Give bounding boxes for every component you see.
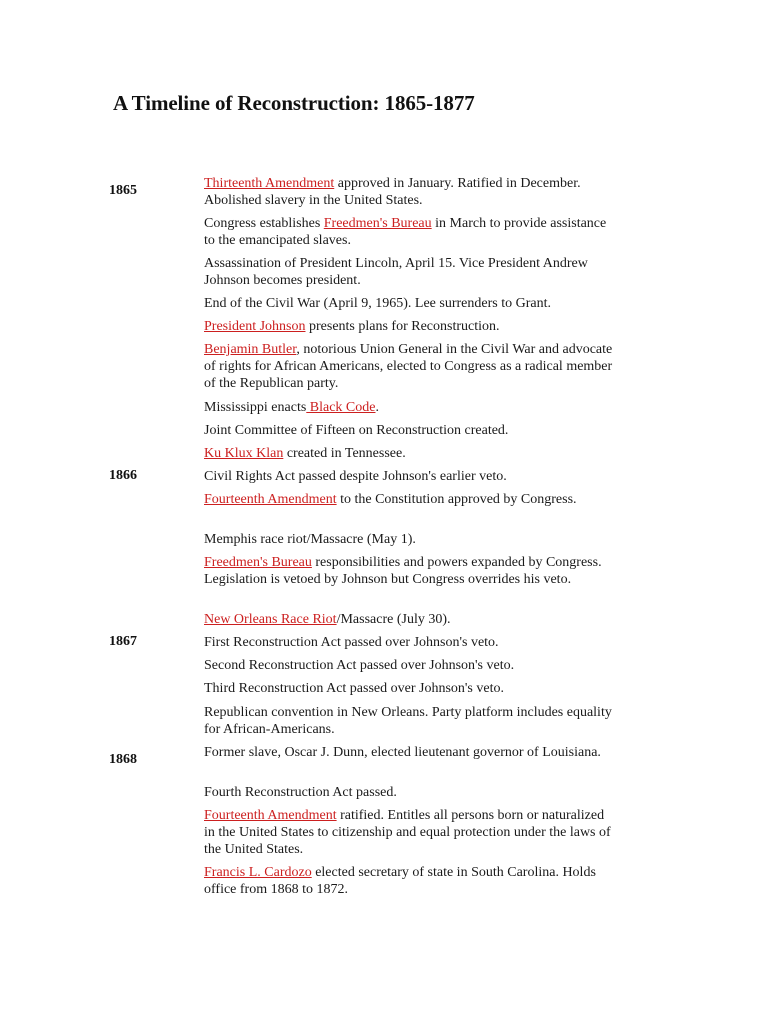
link-freedmen-s-bureau[interactable]: Freedmen's Bureau <box>204 555 312 570</box>
timeline-entry <box>204 341 614 392</box>
timeline-entry <box>204 255 614 289</box>
timeline-entry <box>204 554 614 588</box>
entry-text: Republican convention in New Orleans. Party platform includes equality for African-Americans. <box>204 705 612 737</box>
timeline-entry <box>204 175 614 209</box>
page-title: A Timeline of Reconstruction: 1865-1877 <box>113 91 475 115</box>
entry-text: Memphis race riot/Massacre (May 1). <box>204 532 416 547</box>
entry-text: First Reconstruction Act passed over Johnson's veto. <box>204 635 499 650</box>
timeline-entry <box>204 399 614 416</box>
timeline-entry <box>204 744 614 761</box>
link-freedmen-s-bureau[interactable]: Freedmen's Bureau <box>323 216 432 231</box>
timeline-entry <box>204 215 614 249</box>
timeline-entry <box>204 445 614 462</box>
entry-text: Congress establishes <box>204 216 324 231</box>
entry-text: Fourth Reconstruction Act passed. <box>204 785 397 800</box>
year-label-1866: 1866 <box>109 468 137 483</box>
timeline-entry <box>204 295 614 312</box>
entry-text: presents plans for Reconstruction. <box>305 319 500 334</box>
year-label-1868: 1868 <box>109 752 137 767</box>
timeline-entry <box>204 318 614 335</box>
entry-text: Joint Committee of Fifteen on Reconstruction created. <box>204 423 509 438</box>
link-black-code[interactable]: Black Code <box>306 400 376 415</box>
entry-text: Former slave, Oscar J. Dunn, elected lieutenant governor of Louisiana. <box>204 745 601 760</box>
link-fourteenth-amendment[interactable]: Fourteenth Amendment <box>204 492 337 507</box>
timeline-entry <box>204 657 614 674</box>
link-ku-klux-klan[interactable]: Ku Klux Klan <box>204 446 284 461</box>
entry-text: Third Reconstruction Act passed over Johnson's veto. <box>204 681 504 696</box>
year-label-1867: 1867 <box>109 634 137 649</box>
timeline-entry <box>204 491 614 508</box>
entry-text: created in Tennessee. <box>283 446 406 461</box>
entry-text: to the Constitution approved by Congress. <box>336 492 577 507</box>
link-francis-l-cardozo[interactable]: Francis L. Cardozo <box>204 865 312 880</box>
entry-text: elected secretary of state in South Carolina. Holds office from 1868 to 1872. <box>204 865 596 897</box>
entry-text: Second Reconstruction Act passed over Johnson's veto. <box>204 658 515 673</box>
timeline-entry <box>204 531 614 548</box>
entry-text: ratified. Entitles all persons born or naturalized in the United States to citizenship and equal protection under the laws of the United States. <box>204 808 611 857</box>
entry-text: . <box>375 400 379 415</box>
entry-text: Assassination of President Lincoln, April 15. Vice President Andrew Johnson becomes president. <box>204 256 588 288</box>
link-new-orleans-race-riot[interactable]: New Orleans Race Riot <box>204 612 337 627</box>
timeline-entry <box>204 784 614 801</box>
link-president-johnson[interactable]: President Johnson <box>204 319 306 334</box>
entry-text: responsibilities and powers expanded by Congress. Legislation is vetoed by Johnson but Congress overrides his veto. <box>204 555 602 587</box>
link-thirteenth-amendment[interactable]: Thirteenth Amendment <box>204 176 335 191</box>
timeline-entry <box>204 634 614 651</box>
timeline-entry <box>204 468 614 485</box>
entry-text: Civil Rights Act passed despite Johnson's earlier veto. <box>204 469 507 484</box>
link-benjamin-butler[interactable]: Benjamin Butler <box>204 342 297 357</box>
timeline-entry <box>204 704 614 738</box>
entry-text: End of the Civil War (April 9, 1965). Lee surrenders to Grant. <box>204 296 551 311</box>
timeline-entry <box>204 864 614 898</box>
link-fourteenth-amendment[interactable]: Fourteenth Amendment <box>204 808 337 823</box>
entry-text: in March to provide assistance to the emancipated slaves. <box>204 216 607 248</box>
entry-text: , notorious Union General in the Civil War and advocate of rights for African Americans, elected to Congress as a radical member of the Republican party. <box>204 342 613 391</box>
entry-text: /Massacre (July 30). <box>336 612 451 627</box>
timeline-entry <box>204 680 614 697</box>
entry-text: approved in January. Ratified in December. Abolished slavery in the United States. <box>204 176 581 208</box>
timeline-entry <box>204 807 614 858</box>
year-label-1865: 1865 <box>109 183 137 198</box>
timeline-entry <box>204 611 614 628</box>
timeline-entry <box>204 422 614 439</box>
entry-text: Mississippi enacts <box>204 400 307 415</box>
